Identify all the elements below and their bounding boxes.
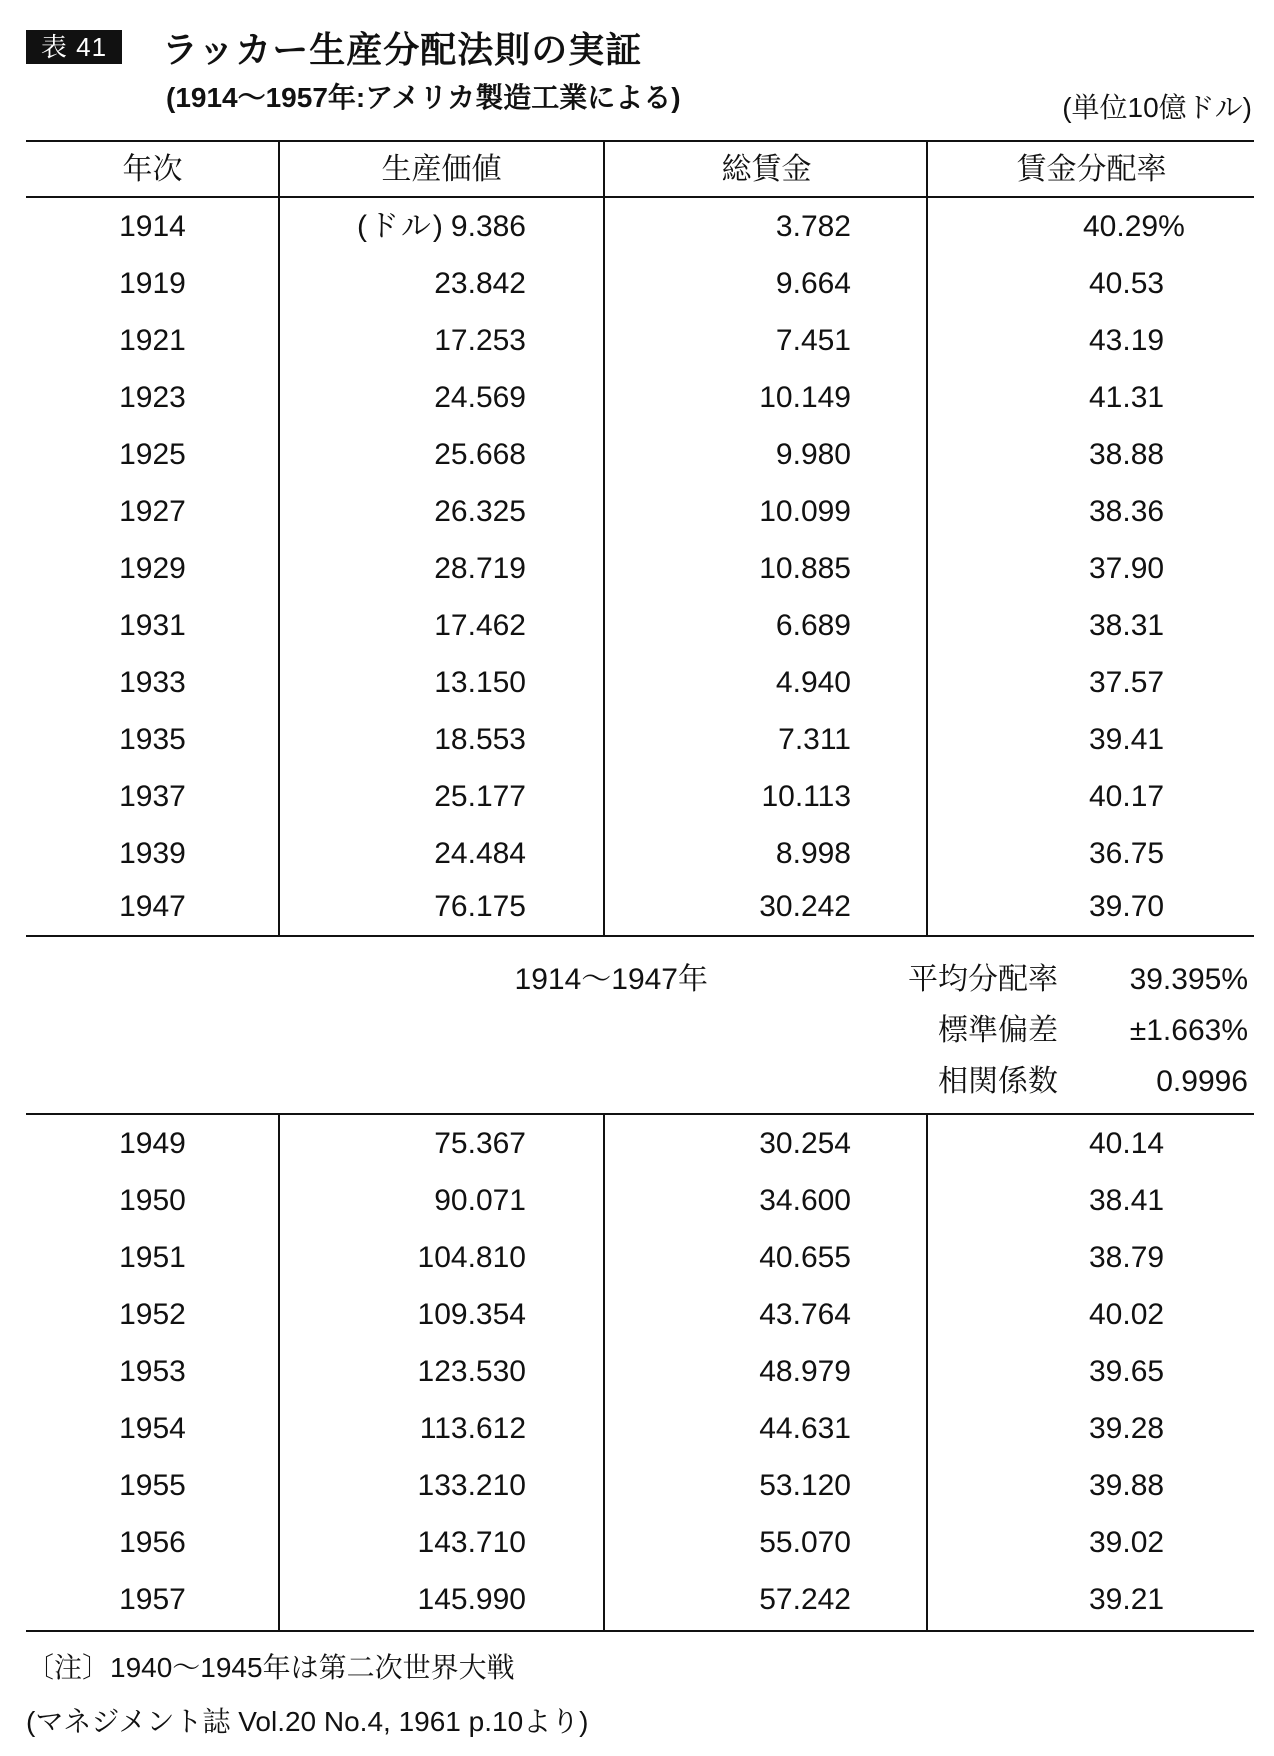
rate-cell: 43.19 [1089, 324, 1165, 357]
production-cell: 24.484 [434, 837, 526, 870]
table-row [26, 483, 1254, 540]
table-row [26, 1457, 1254, 1514]
wages-cell: 30.242 [759, 890, 851, 923]
stats-average [20, 955, 1248, 1005]
year-cell: 1935 [119, 723, 186, 756]
wages-cell: 10.099 [759, 495, 851, 528]
production-cell: 123.530 [417, 1355, 526, 1388]
stats-label: 相関係数 [938, 1065, 1058, 1098]
rate-cell: 40.53 [1089, 267, 1165, 300]
year-cell: 1956 [119, 1526, 186, 1559]
table-row [26, 540, 1254, 597]
year-cell: 1933 [119, 666, 186, 699]
production-cell: 90.071 [434, 1184, 526, 1217]
column-header-wages: 総賃金 [721, 153, 812, 186]
rate-cell: 39.02 [1089, 1526, 1165, 1559]
rate-cell: 37.57 [1089, 666, 1165, 699]
rate-cell: 39.28 [1089, 1412, 1165, 1445]
wages-cell: 3.782 [775, 210, 851, 243]
column-header-year: 年次 [122, 153, 183, 186]
rate-cell: 40.17 [1089, 780, 1165, 813]
year-cell: 1919 [119, 267, 186, 300]
table-row [26, 1343, 1254, 1400]
table-row [26, 1172, 1254, 1229]
production-cell: 17.462 [434, 609, 526, 642]
stats-value: 0.9996 [1156, 1065, 1248, 1098]
table-row [26, 878, 1254, 935]
table-row [26, 1286, 1254, 1343]
rate-cell: 40.29% [1083, 210, 1185, 243]
table-row [26, 768, 1254, 825]
year-cell: 1950 [119, 1184, 186, 1217]
production-cell: 143.710 [417, 1526, 526, 1559]
year-cell: 1954 [119, 1412, 186, 1445]
rate-cell: 39.65 [1089, 1355, 1165, 1388]
production-cell: 25.177 [434, 780, 526, 813]
source-citation: (マネジメント誌 Vol.20 No.4, 1961 p.10より) [26, 1706, 589, 1737]
rate-cell: 41.31 [1089, 381, 1165, 414]
page-title: ラッカー生産分配法則の実証 [162, 28, 643, 70]
table-header [26, 141, 1254, 198]
wages-cell: 10.113 [761, 780, 851, 813]
stats-correlation [20, 1057, 1248, 1107]
table-row [26, 312, 1254, 369]
table-row [26, 597, 1254, 654]
production-cell: 17.253 [434, 324, 526, 357]
production-cell: 75.367 [434, 1127, 526, 1160]
column-header-rate: 賃金分配率 [1016, 153, 1167, 186]
rate-cell: 38.36 [1089, 495, 1165, 528]
year-cell: 1921 [119, 324, 186, 357]
wages-cell: 55.070 [759, 1526, 851, 1559]
production-cell: 28.719 [434, 552, 526, 585]
rate-cell: 39.88 [1089, 1469, 1165, 1502]
stats-label: 標準偏差 [938, 1014, 1058, 1047]
table-row [26, 1514, 1254, 1571]
production-cell: 109.354 [417, 1298, 526, 1331]
year-cell: 1923 [119, 381, 186, 414]
wages-cell: 4.940 [775, 666, 851, 699]
currency-prefix: (ドル) [356, 210, 445, 243]
rate-cell: 39.70 [1089, 890, 1165, 923]
table-row [26, 1229, 1254, 1286]
rate-cell: 38.41 [1089, 1184, 1165, 1217]
wages-cell: 53.120 [759, 1469, 851, 1502]
wages-cell: 8.998 [775, 837, 851, 870]
year-cell: 1955 [119, 1469, 186, 1502]
year-cell: 1937 [119, 780, 186, 813]
year-cell: 1929 [119, 552, 186, 585]
column-header-production: 生産価値 [381, 153, 502, 186]
table-number-badge: 表 41 [26, 30, 122, 64]
table-row [26, 1400, 1254, 1457]
production-cell: 24.569 [434, 381, 526, 414]
production-cell: 23.842 [434, 267, 526, 300]
production-cell: 113.612 [419, 1412, 526, 1445]
production-cell: 133.210 [417, 1469, 526, 1502]
table-row [26, 825, 1254, 882]
production-cell: 76.175 [434, 890, 526, 923]
production-cell: 13.150 [434, 666, 526, 699]
rate-cell: 38.88 [1089, 438, 1165, 471]
wages-cell: 9.664 [775, 267, 851, 300]
wages-cell: 40.655 [759, 1241, 851, 1274]
rate-cell: 36.75 [1089, 837, 1165, 870]
wages-cell: 6.689 [775, 609, 851, 642]
wages-cell: 57.242 [759, 1583, 851, 1616]
year-cell: 1949 [119, 1127, 186, 1160]
stats-std-dev [20, 1006, 1248, 1056]
year-cell: 1953 [119, 1355, 186, 1388]
production-cell: 145.990 [417, 1583, 526, 1616]
wages-cell: 48.979 [759, 1355, 851, 1388]
table-row [26, 198, 1254, 255]
stats-label: 平均分配率 [908, 963, 1058, 996]
year-cell: 1931 [119, 609, 186, 642]
wages-cell: 10.149 [759, 381, 851, 414]
table-bottom-rule [26, 1630, 1254, 1632]
wages-cell: 7.451 [775, 324, 851, 357]
production-cell: 26.325 [434, 495, 526, 528]
wages-cell: 9.980 [775, 438, 851, 471]
rate-cell: 39.21 [1089, 1583, 1165, 1616]
table-row [26, 426, 1254, 483]
year-cell: 1957 [119, 1583, 186, 1616]
year-cell: 1947 [119, 890, 186, 923]
stats-value: 39.395% [1129, 963, 1248, 996]
wages-cell: 7.311 [778, 723, 851, 756]
production-cell: (ドル) 9.386 [356, 210, 526, 243]
table-row [26, 1115, 1254, 1172]
table-row [26, 255, 1254, 312]
section1-bottom-rule [26, 935, 1254, 937]
rate-cell: 37.90 [1089, 552, 1165, 585]
year-cell: 1952 [119, 1298, 186, 1331]
footnote: 〔注〕1940〜1945年は第二次世界大戦 [26, 1652, 515, 1683]
wages-cell: 10.885 [759, 552, 851, 585]
year-cell: 1927 [119, 495, 186, 528]
production-cell: 18.553 [434, 723, 526, 756]
title-row [26, 26, 642, 68]
stats-value: ±1.663% [1129, 1014, 1248, 1047]
page-subtitle: (1914〜1957年:アメリカ製造工業による) [166, 82, 681, 113]
rate-cell: 40.14 [1089, 1127, 1165, 1160]
year-cell: 1925 [119, 438, 186, 471]
stats-period: 1914〜1947年 [514, 963, 708, 996]
production-cell: 25.668 [434, 438, 526, 471]
wages-cell: 44.631 [759, 1412, 851, 1445]
year-cell: 1939 [119, 837, 186, 870]
table-row [26, 1571, 1254, 1628]
table-row [26, 654, 1254, 711]
rate-cell: 38.79 [1089, 1241, 1165, 1274]
wages-cell: 30.254 [759, 1127, 851, 1160]
table-row [26, 369, 1254, 426]
rate-cell: 39.41 [1089, 723, 1165, 756]
unit-label: (単位10億ドル) [1062, 92, 1252, 123]
wages-cell: 43.764 [759, 1298, 851, 1331]
rate-cell: 40.02 [1089, 1298, 1165, 1331]
wages-cell: 34.600 [759, 1184, 851, 1217]
rate-cell: 38.31 [1089, 609, 1165, 642]
year-cell: 1914 [119, 210, 186, 243]
year-cell: 1951 [119, 1241, 186, 1274]
table-row [26, 711, 1254, 768]
production-cell: 104.810 [417, 1241, 526, 1274]
